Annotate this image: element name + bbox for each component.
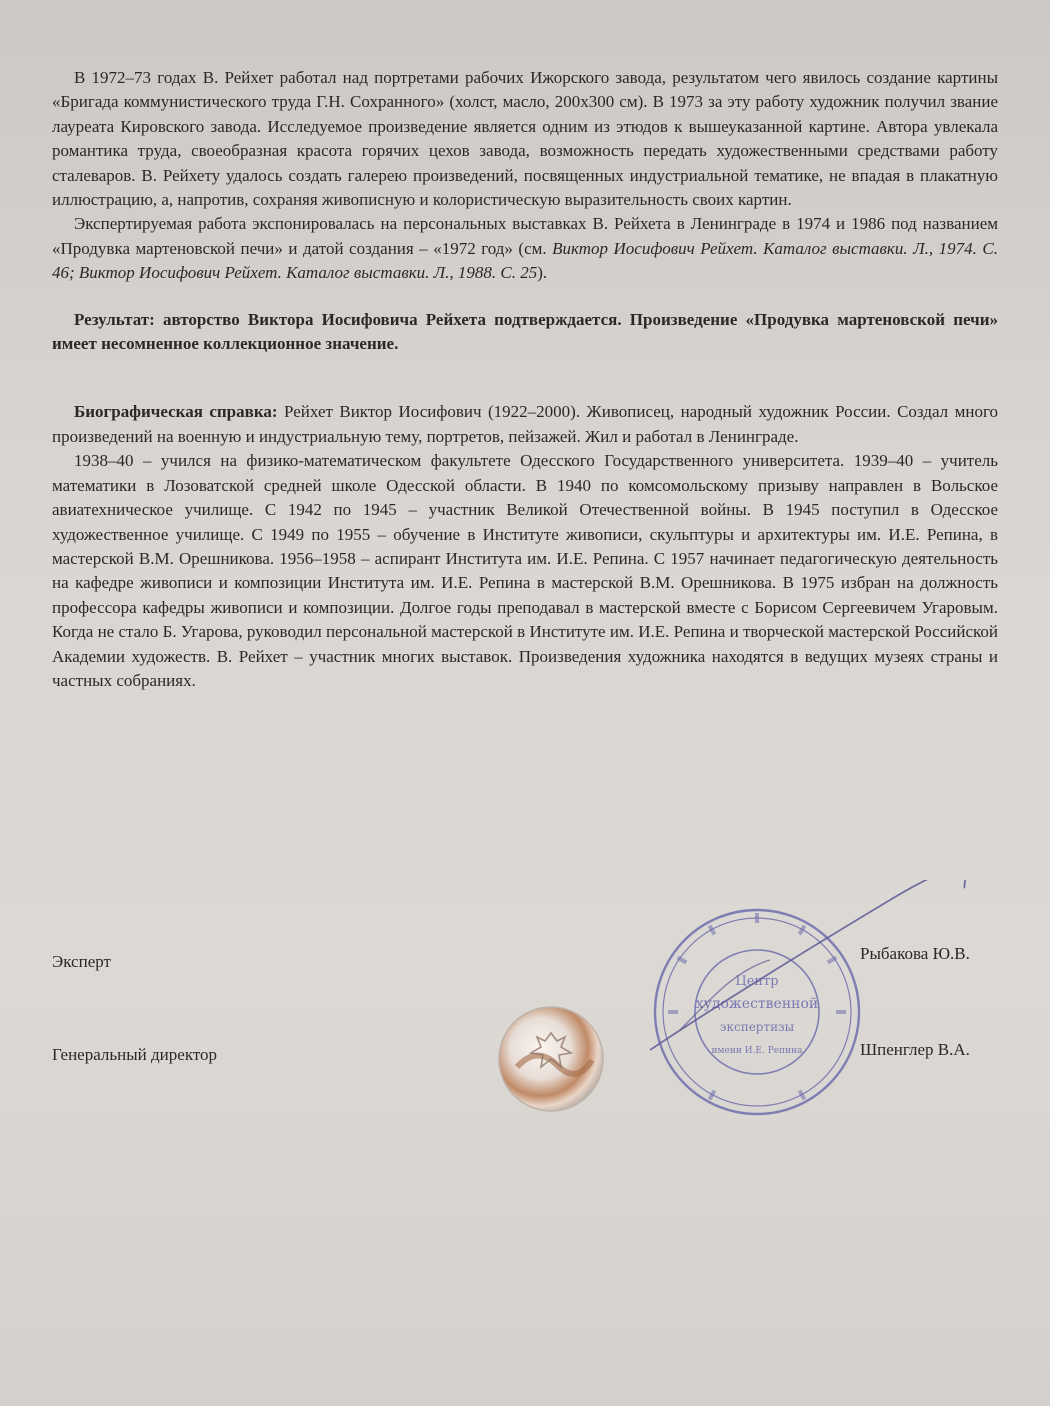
stamp-line-2: художественной: [695, 996, 819, 1012]
paragraph-history: В 1972–73 годах В. Рейхет работал над портретами рабочих Ижорского завода, результатом чего явилось создание картины «Бригада коммунистического труда Г.Н. Сохранного» (холст, масло, 200х300 см). В 1973 за эту работу художник получил звание лауреата Кировского завода. Исследуемое произведение является одним из этюдов к вышеуказанной картине. Автора увлекала романтика труда, своеобразная красота горячих цехов завода, возможность передать художественными средствами работу сталеваров. В. Рейхету удалось создать галерею произведений, посвященных индустриальной тематике, не впадая в плакатную иллюстрацию, а, напротив, сохраняя живописную и колористическую выразительность своих картин.: [52, 68, 998, 210]
expert-name: Рыбакова Ю.В.: [860, 944, 970, 963]
handwritten-signature-icon: [640, 880, 970, 1060]
director-name: Шпенглер В.А.: [860, 1040, 970, 1059]
document-body: [52, 66, 998, 693]
result-statement: Результат: авторство Виктора Иосифовича Рейхета подтверждается. Произведение «Продувка мартеновской печи» имеет несомненное коллекционное значение.: [52, 309, 998, 354]
catalog-citation: Виктор Иосифович Рейхет. Каталог выставки. Л., 1974. С. 46; Виктор Иосифович Рейхет. Каталог выставки. Л., 1988. С. 25: [52, 238, 998, 283]
bio-intro: Рейхет Виктор Иосифович (1922–2000). Живописец, народный художник России. Создал много произведений на военную и индустриальную тему, портретов, пейзажей. Жил и работал в Ленинграде.: [52, 402, 999, 446]
paragraph-exhibitions: [52, 212, 998, 285]
stamp-line-3: экспертизы: [719, 1020, 795, 1034]
exhibitions-end: ).: [537, 263, 548, 283]
bio-label: Биографическая справка:: [74, 402, 278, 422]
stamp-line-4: имени И.Е. Репина: [711, 1046, 803, 1056]
bio-paragraph: [52, 400, 998, 449]
hologram-sticker-icon: [497, 1005, 605, 1113]
stamp-line-1: Центр: [735, 974, 779, 989]
exhibitions-text: Экспертируемая работа экспонировалась на персональных выставках В. Рейхета в Ленинграде в 1974 и 1986 под названием «Продувка мартеновской печи» и датой создания – «1972 год» (см.: [52, 214, 998, 258]
director-label: Генеральный директор: [52, 1045, 218, 1064]
expert-label: Эксперт: [52, 952, 111, 971]
bio-details: 1938–40 – учился на физико-математическом факультете Одесского Государственного университета. 1939–40 – учитель математики в Лозоватской средней школе Одесской области. В 1940 по комсомольскому призыву направлен в Вольское авиатехническое училище. С 1942 по 1945 – участник Великой Отечественной войны. В 1945 поступил в Одесское художественное училище. С 1949 по 1955 – обучение в Институте живописи, скульптуры и архитектуры им. И.Е. Репина, в мастерской В.М. Орешникова. 1956–1958 – аспирант Института им. И.Е. Репина. С 1957 начинает педагогическую деятельность на кафедре живописи и композиции Института им. И.Е. Репина в мастерской В.М. Орешникова. В 1975 избран на должность профессора кафедры живописи и композиции. Долгое годы преподавал в мастерской вместе с Борисом Сергеевичем Угаровым. Когда не стало Б. Угарова, руководил персональной мастерской в Институте им. И.Е. Репина и творческой мастерской Российской Академии художеств. В. Рейхет – участник многих выставок. Произведения художника находятся в ведущих музеях страны и частных собраниях.: [52, 451, 998, 690]
